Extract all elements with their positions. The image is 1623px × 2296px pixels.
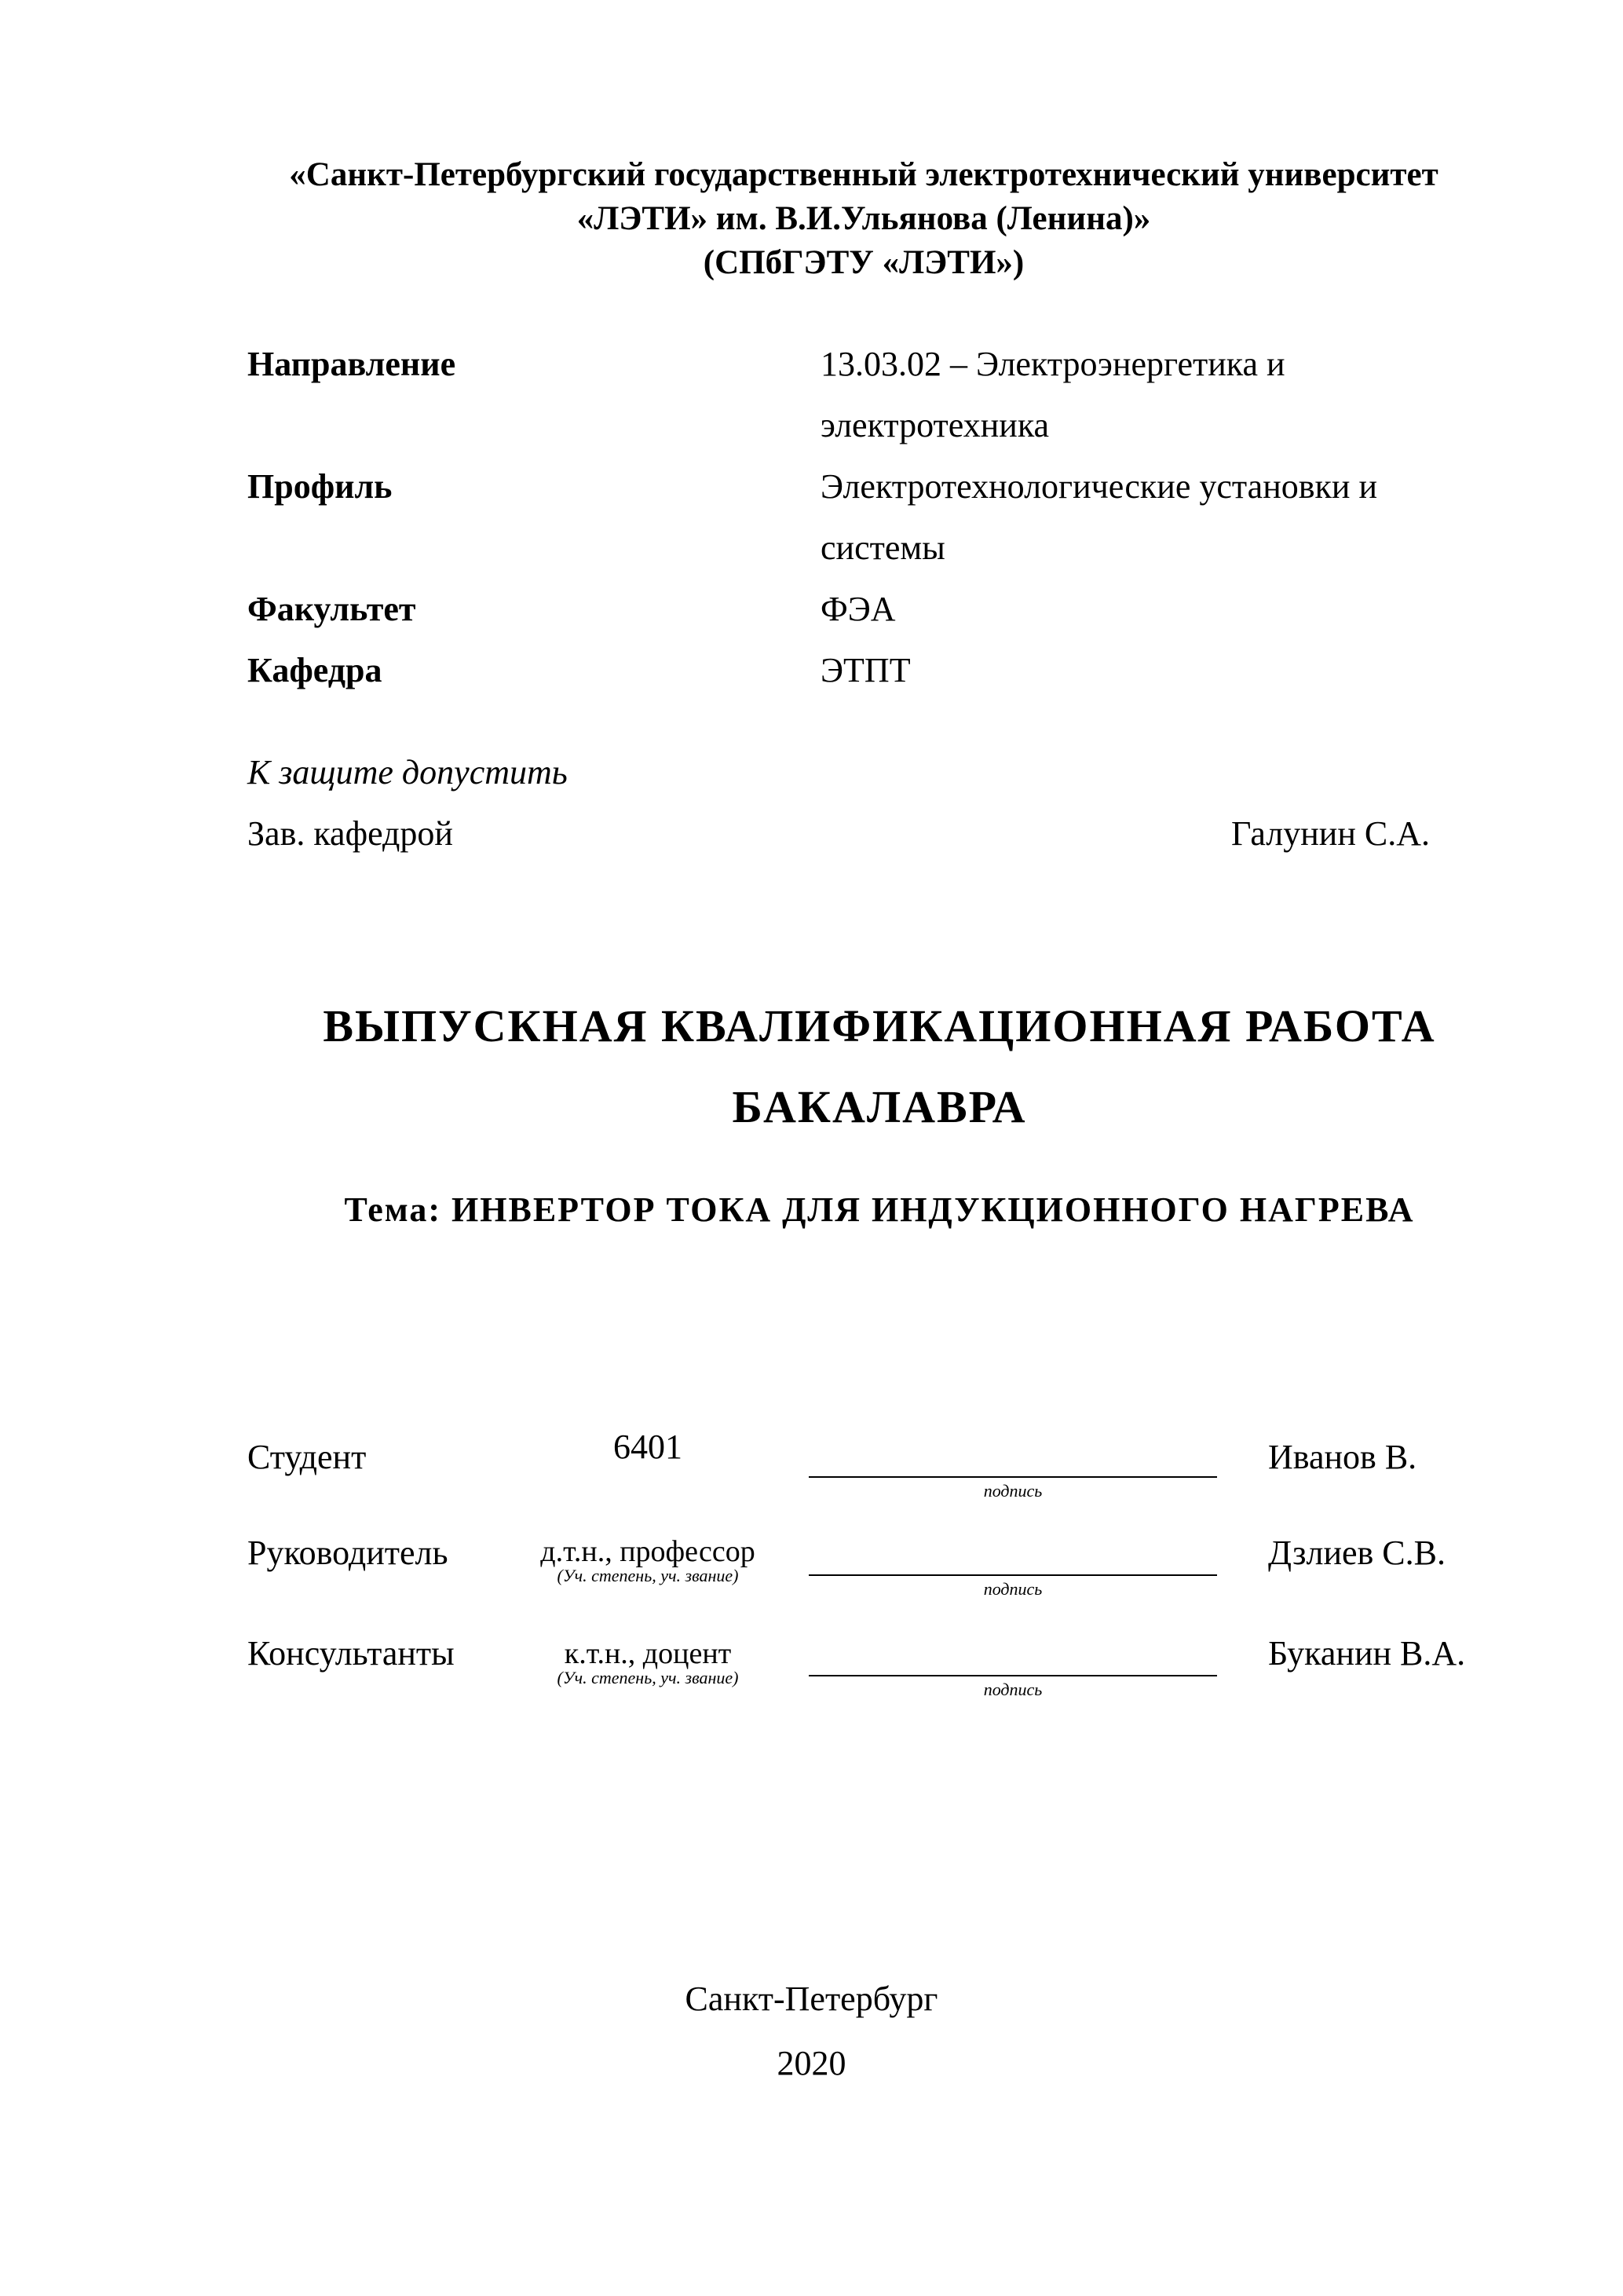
direction-value-line-2: электротехника bbox=[821, 406, 1050, 444]
info-row-department bbox=[247, 640, 1504, 701]
info-table bbox=[247, 334, 1504, 701]
supervisor-signature-line bbox=[809, 1574, 1217, 1576]
supervisor-name: Дзлиев С.В. bbox=[1268, 1534, 1446, 1572]
approval-name: Галунин С.А. bbox=[1231, 814, 1430, 853]
supervisor-role: Руководитель bbox=[247, 1534, 448, 1572]
signature-row-supervisor bbox=[247, 1531, 1551, 1618]
info-row-profile bbox=[247, 456, 1504, 579]
work-title-line-1: ВЫПУСКНАЯ КВАЛИФИКАЦИОННАЯ РАБОТА bbox=[323, 1000, 1436, 1051]
consultant-name: Буканин В.А. bbox=[1268, 1634, 1466, 1673]
university-header bbox=[188, 153, 1539, 285]
profile-value-line-2: системы bbox=[821, 528, 945, 567]
signature-row-consultant bbox=[247, 1632, 1551, 1718]
approval-title: К защите допустить bbox=[247, 753, 568, 792]
supervisor-degree-block bbox=[522, 1534, 773, 1586]
student-group: 6401 bbox=[613, 1428, 682, 1466]
department-value: ЭТПТ bbox=[821, 651, 911, 689]
supervisor-degree-caption: (Уч. степень, уч. звание) bbox=[557, 1566, 739, 1585]
work-topic: Тема: ИНВЕРТОР ТОКА ДЛЯ ИНДУКЦИОННОГО НАГРЕВА bbox=[344, 1190, 1415, 1229]
work-title bbox=[188, 985, 1570, 1147]
approval-row bbox=[247, 803, 1430, 865]
footer-year: 2020 bbox=[777, 2044, 846, 2082]
faculty-label: Факультет bbox=[247, 590, 416, 628]
consultant-role: Консультанты bbox=[247, 1634, 455, 1673]
profile-label: Профиль bbox=[247, 467, 393, 506]
profile-value bbox=[821, 456, 1464, 579]
department-label: Кафедра bbox=[247, 651, 382, 689]
university-name-line-1: «Санкт-Петербургский государственный электротехнический университет bbox=[289, 156, 1438, 193]
student-role: Студент bbox=[247, 1438, 367, 1476]
direction-value bbox=[821, 334, 1464, 456]
consultant-signature-caption: подпись bbox=[983, 1680, 1043, 1699]
faculty-value: ФЭА bbox=[821, 590, 896, 628]
direction-value-line-1: 13.03.02 – Электроэнергетика и bbox=[821, 345, 1285, 383]
footer-city: Санкт-Петербург bbox=[685, 1980, 938, 2018]
info-row-direction bbox=[247, 334, 1504, 456]
supervisor-signature-caption: подпись bbox=[983, 1579, 1043, 1599]
supervisor-degree: д.т.н., профессор bbox=[540, 1535, 755, 1568]
consultant-degree-block bbox=[522, 1636, 773, 1688]
direction-label: Направление bbox=[247, 345, 456, 383]
footer bbox=[0, 1967, 1623, 2096]
student-signature-line bbox=[809, 1476, 1217, 1478]
university-name-line-2: «ЛЭТИ» им. В.И.Ульянова (Ленина)» bbox=[576, 200, 1151, 237]
approval-block bbox=[247, 742, 1430, 865]
consultant-degree-caption: (Уч. степень, уч. звание) bbox=[557, 1668, 739, 1687]
info-row-faculty bbox=[247, 579, 1504, 640]
student-name: Иванов В. bbox=[1268, 1438, 1417, 1476]
consultant-degree: к.т.н., доцент bbox=[564, 1637, 732, 1670]
student-signature-caption: подпись bbox=[983, 1481, 1043, 1501]
university-abbreviation: (СПбГЭТУ «ЛЭТИ») bbox=[703, 244, 1025, 281]
consultant-signature-line bbox=[809, 1675, 1217, 1676]
profile-value-line-1: Электротехнологические установки и bbox=[821, 467, 1377, 506]
signature-row-student bbox=[247, 1429, 1551, 1515]
approval-role: Зав. кафедрой bbox=[247, 814, 453, 853]
work-title-line-2: БАКАЛАВРА bbox=[732, 1081, 1027, 1132]
